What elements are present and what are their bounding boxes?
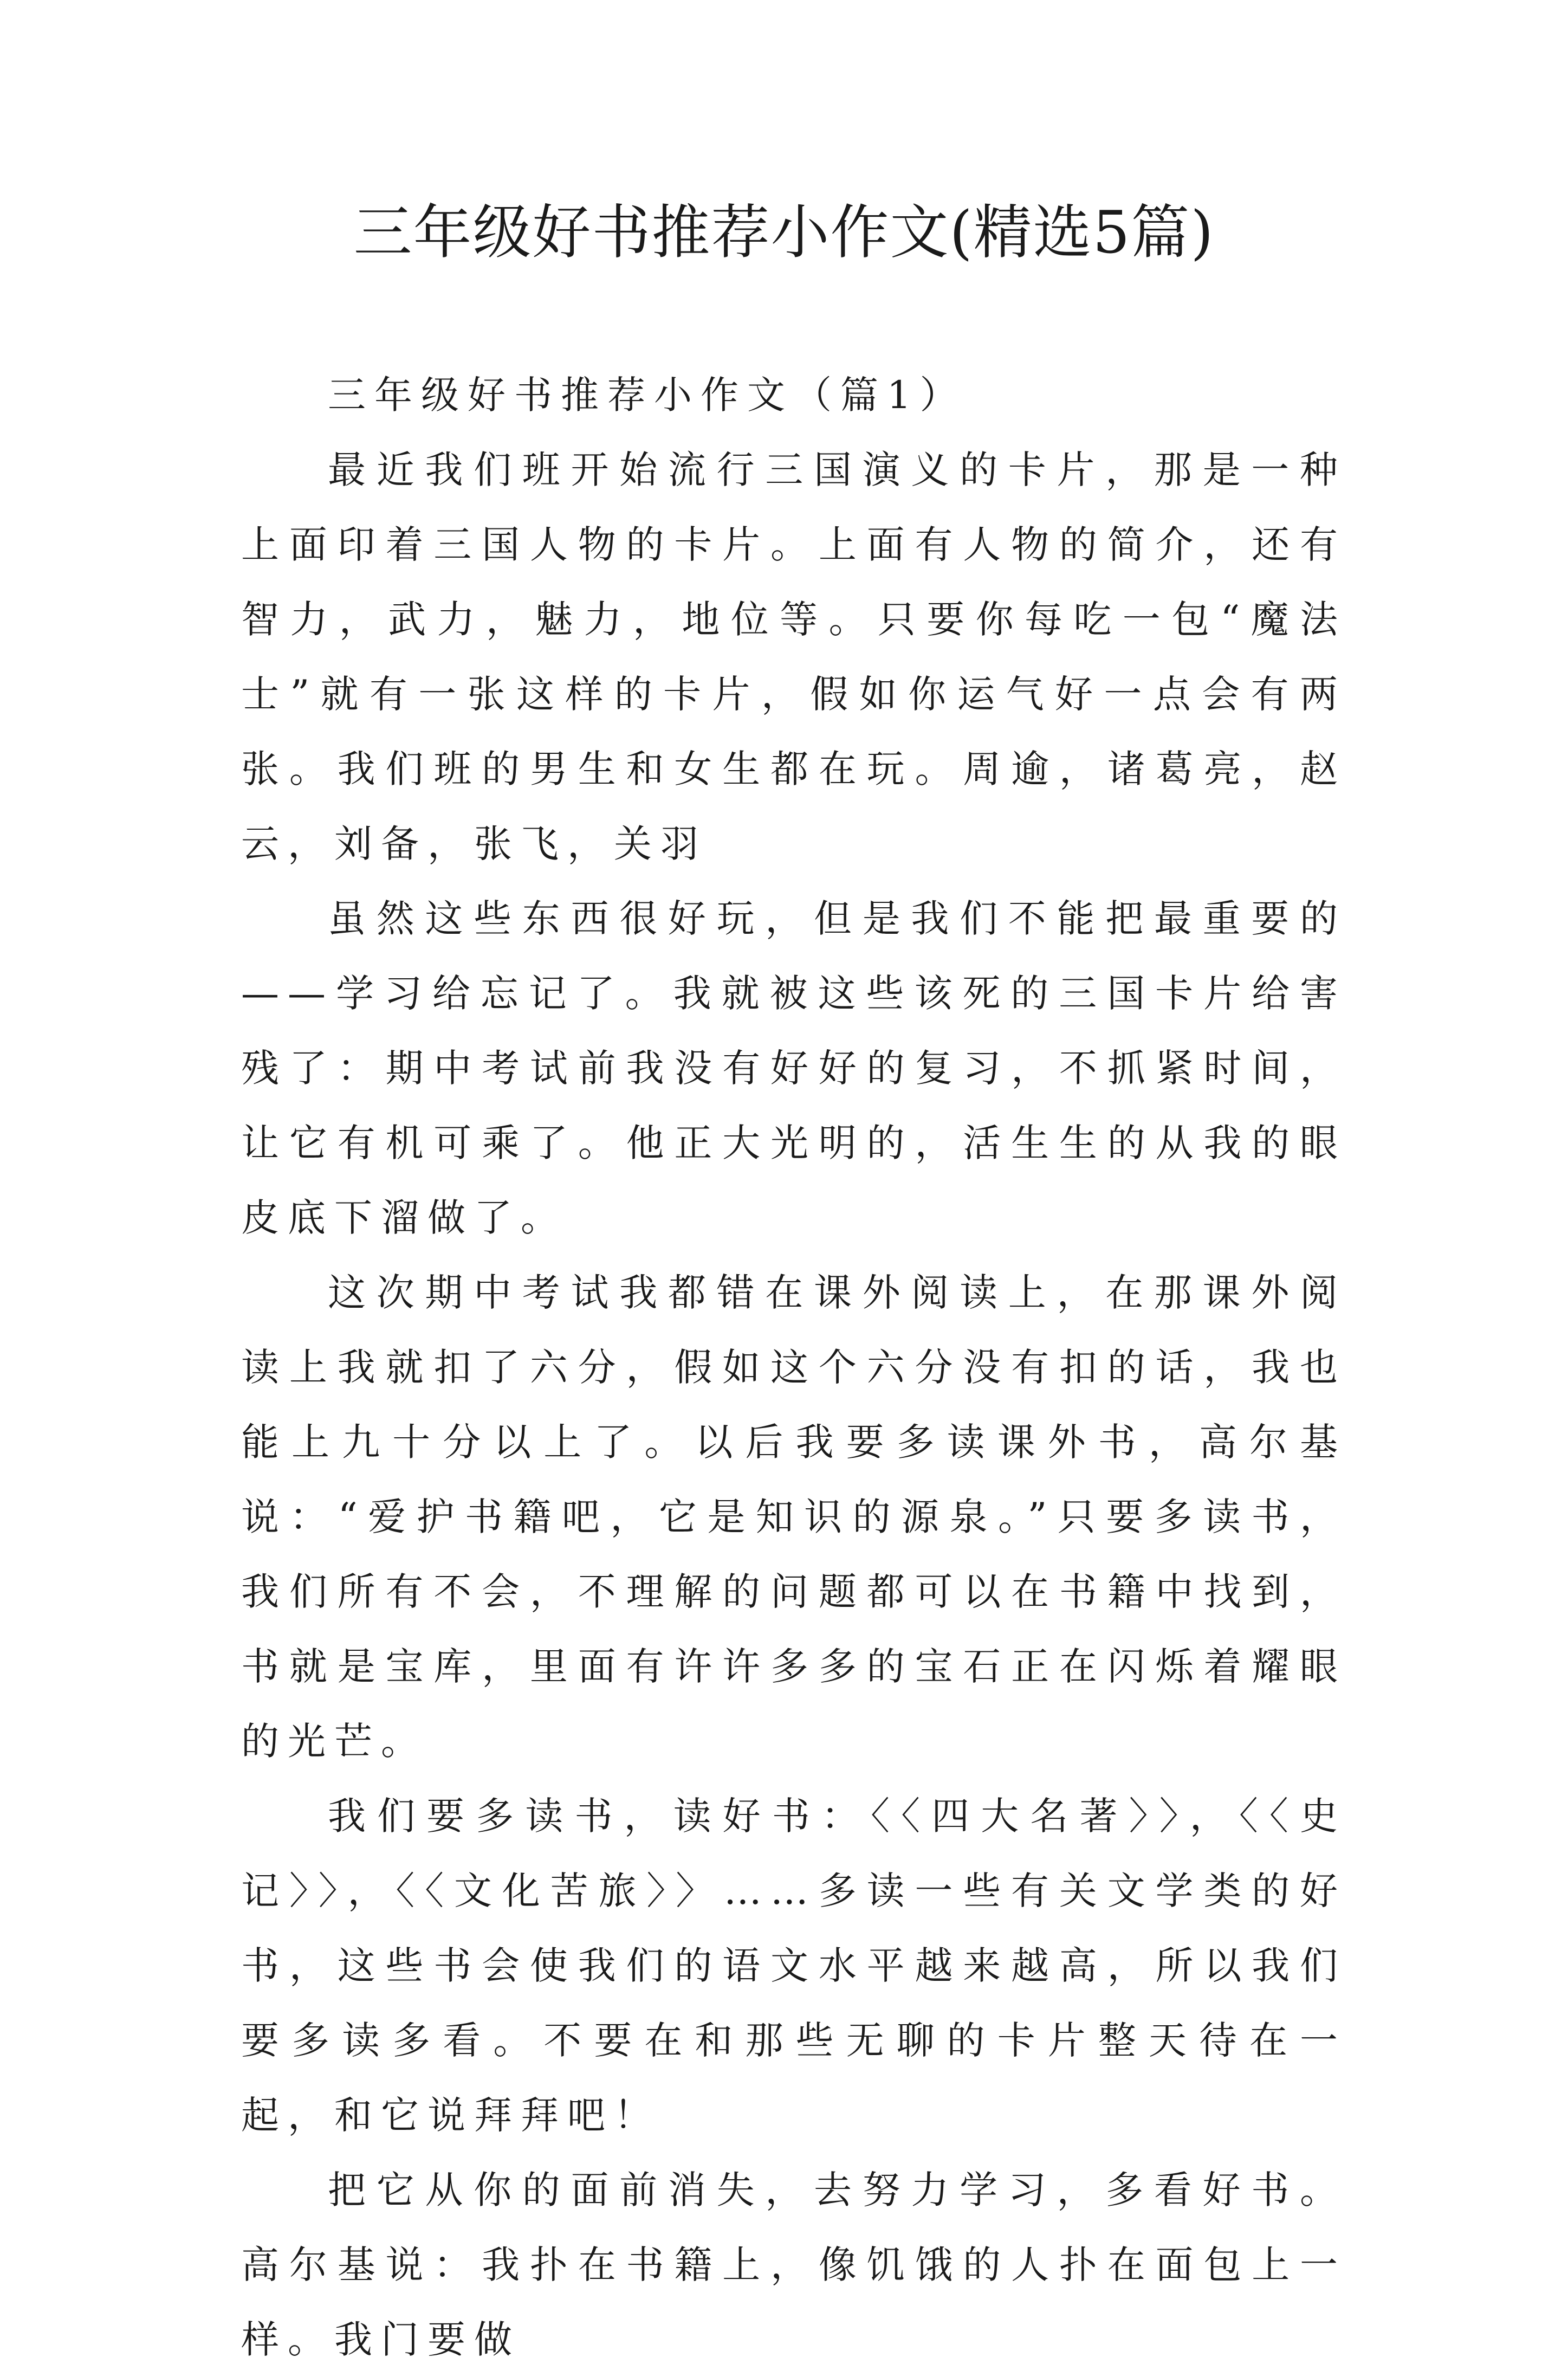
paragraph: 虽然这些东西很好玩，但是我们不能把最重要的——学习给忘记了。我就被这些该死的三国卡片给害残了：期中考试前我没有好好的复习，不抓紧时间，让它有机可乘了。他正大光明的，活生生的从我的眼皮底下溜做了。 bbox=[241, 896, 1346, 1240]
document-title: 三年级好书推荐小作文(精选5篇) bbox=[353, 199, 1215, 267]
paragraph: 把它从你的面前消失，去努力学习，多看好书。高尔基说：我扑在书籍上，像饥饿的人扑在面包上一样。我门要做 bbox=[241, 2168, 1346, 2362]
document-body bbox=[241, 358, 1346, 2377]
paragraph: 我们要多读书，读好书：〈〈四大名著〉〉，〈〈史记〉〉，〈〈文化苦旅〉〉……多读一些有关文学类的好书，这些书会使我们的语文水平越来越高，所以我们要多读多看。不要在和那些无聊的卡片整天待在一起，和它说拜拜吧！ bbox=[241, 1794, 1346, 2137]
paragraph: 最近我们班开始流行三国演义的卡片，那是一种上面印着三国人物的卡片。上面有人物的简介，还有智力，武力，魅力，地位等。只要你每吃一包“魔法士”就有一张这样的卡片，假如你运气好一点会有两张。我们班的男生和女生都在玩。周逾，诸葛亮，赵云，刘备，张飞，关羽 bbox=[241, 448, 1346, 866]
paragraph: 这次期中考试我都错在课外阅读上，在那课外阅读上我就扣了六分，假如这个六分没有扣的话，我也能上九十分以上了。以后我要多读课外书，高尔基说：“爱护书籍吧，它是知识的源泉。”只要多读书，我们所有不会，不理解的问题都可以在书籍中找到，书就是宝库，里面有许许多多的宝石正在闪烁着耀眼的光芒。 bbox=[241, 1270, 1346, 1764]
section-heading: 三年级好书推荐小作文（篇1） bbox=[328, 373, 967, 417]
